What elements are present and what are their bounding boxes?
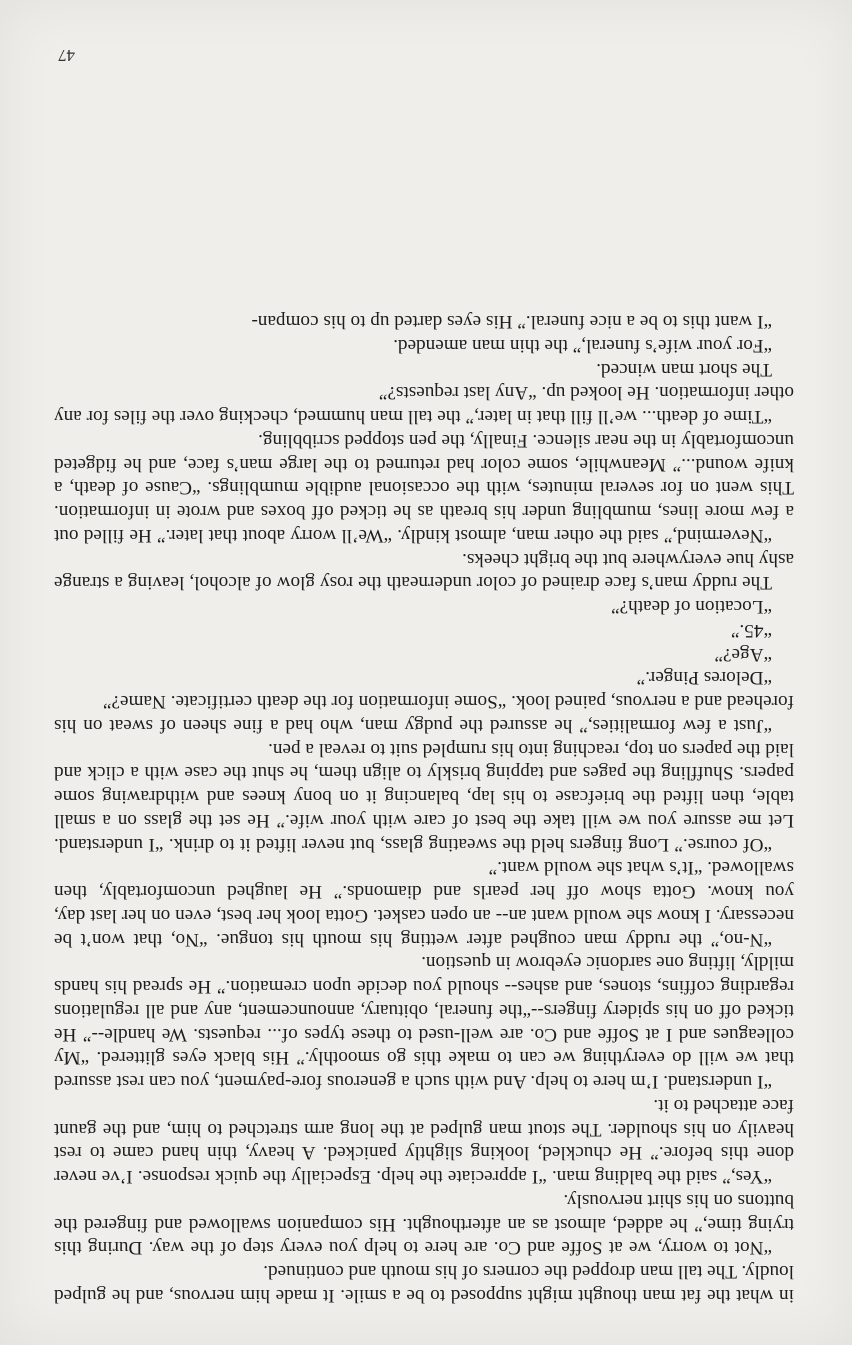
paragraph: “I want this to be a nice funeral.” His eyes darted up to his compan- — [251, 311, 772, 333]
paragraph: “Delores Pinger.” — [636, 667, 772, 689]
paragraph: “Nevermind,” said the other man, almost kindly. “We’ll worry about that later.” He filled out a few more lines, mumbling under his breath as he ticked off boxes and wrote in information. This went on for several minutes, with the occasional audible mumblings. “Cause of death, a knife wound...” Meanwhile, some color had returned to the large man’s face, and he fidgeted uncomfortably in the near silence. Finally, the pen stopped scribbling. — [54, 430, 794, 546]
paragraph: “Of course.” Long fingers held the sweating glass, but never lifted it to drink. “I understand. Let me assure you we will take the best of care with your wife.” He set the glass on a small table, then lifted the briefcase to his lap, balancing it on bony knees and withdrawing some papers. Shuffling the pages and tapping briskly to align them, he shut the case with a click and laid the papers on top, reaching into his rumpled suit to reveal a pen. — [54, 738, 794, 855]
paragraph: “N-no,” the ruddy man coughed after wetting his mouth his tongue. “No, that won’t be necessary. I know she would want an-- an open casket. Gotta look her best, even on her last day, you know. Gotta show off her pearls and diamonds.” He laughed uncomfortably, then swallowed. “It’s what she would want.” — [54, 857, 794, 950]
paragraph: The ruddy man’s face drained of color underneath the rosy glow of alcohol, leaving a strange ashy hue everywhere but the bright cheeks. — [54, 548, 794, 594]
paragraph: in what the fat man thought might supposed to be a smile. It made him nervous, and he gulped loudly. The tall man dropped the corners of his mouth and continued. — [54, 1261, 794, 1306]
paragraph: “Time of death... we’ll fill that in later,” the tall man hummed, checking over the files for any other information. He looked up. “Any last requests?” — [54, 382, 794, 428]
paragraph: “Just a few formalities,” he assured the pudgy man, who had a fine sheen of sweat on his forehead and a nervous, pained look. “Some information for the death certificate. Name?” — [54, 691, 794, 736]
paragraph: The short man winced. — [596, 358, 772, 380]
page-number: 47 — [58, 46, 75, 65]
paragraph: “I understand. I’m here to help. And with such a generous fore-payment, you can rest assured that we will do everything we can to make this go smoothly.” His black eyes glittered. “My colleagues and I at Soffe and Co. are well-used to these types of... requests. We handle--” He ticked off on his spidery fingers--“the funeral, obituary, announcement, any and all regulations regarding coffins, stones, and ashes-- should you decide upon cremation.” He spread his hands mildly, lifting one sardonic eyebrow in question. — [54, 952, 794, 1093]
paragraph: “Not to worry, we at Soffe and Co. are here to help you every step of the way. During this trying time,” he added, almost as an afterthought. His companion swallowed and fingered the buttons on his shirt nervously. — [54, 1190, 794, 1259]
paragraph: “Location of death?” — [611, 596, 772, 618]
paragraph: “For your wife’s funeral,” the thin man amended. — [393, 335, 772, 356]
paragraph: “45.” — [730, 620, 772, 641]
paragraph: “Yes,” said the balding man. “I appreciate the help. Especially the quick response. I’ve never done this before.” He chuckled, looking slightly panicked. A heavy, thin hand came to rest heavily on his shoulder. The stout man gulped at the long arm stretched to him, and the gaunt face attached to it. — [54, 1095, 794, 1188]
page-body-text — [54, 310, 794, 1308]
paragraph: “Age?” — [714, 643, 772, 665]
